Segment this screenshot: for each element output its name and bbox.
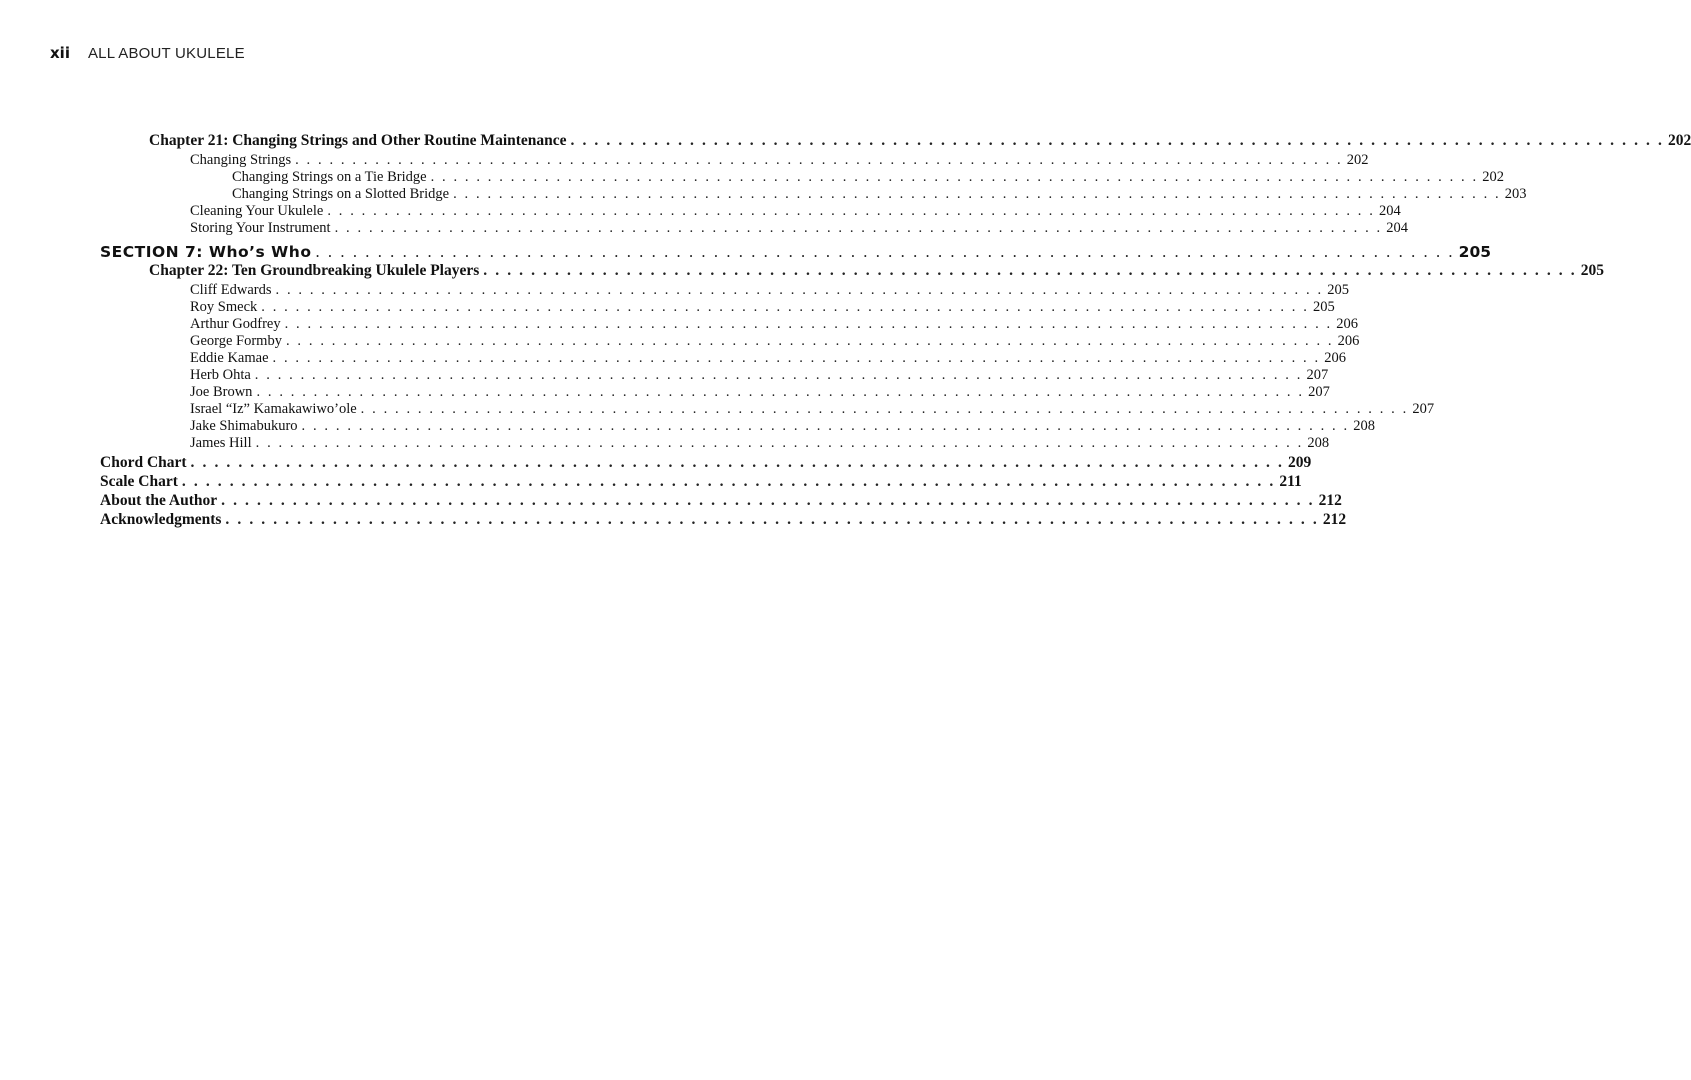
toc-section-entry[interactable] — [100, 242, 1492, 262]
toc-subsection-entry[interactable] — [190, 435, 1330, 452]
toc-backmatter-entry[interactable] — [100, 454, 1312, 472]
toc-entry-page: 212 — [1318, 492, 1342, 509]
toc-entry-title: SECTION 7: Who’s Who — [100, 243, 312, 261]
toc-subsection-entry[interactable] — [190, 316, 1359, 333]
toc-entry-title: Cliff Edwards — [190, 282, 272, 298]
dot-leader: . . . . . . . . . . . . . . . . . . . . . . . . . . . . . . . . . . . . . . . . . . . . . . . . . . . . . . . . . . . . . . . . . . . . . . . . . . . . . . . . . . . . . . . . . . . . — [181, 473, 1276, 490]
toc-entry-title: Cleaning Your Ukulele — [190, 203, 324, 219]
dot-leader: . . . . . . . . . . . . . . . . . . . . . . . . . . . . . . . . . . . . . . . . . . . . . . . . . . . . . . . . . . . . . . . . . . . . . . . . . . . . . . . . . . . . . . . . . . . . — [284, 316, 1333, 332]
toc-subsection-entry[interactable] — [190, 203, 1401, 220]
toc-entry-title: Changing Strings on a Slotted Bridge — [232, 186, 450, 202]
dot-leader: . . . . . . . . . . . . . . . . . . . . . . . . . . . . . . . . . . . . . . . . . . . . . . . . . . . . . . . . . . . . . . . . . . . . . . . . . . . . . . . . . . . . . . . . . . . . — [285, 333, 1334, 349]
toc-entry-page: 205 — [1580, 262, 1604, 279]
toc-subsubsection-entry[interactable] — [232, 186, 1527, 203]
toc-entry-page: 203 — [1504, 186, 1527, 202]
toc-entry-page: 207 — [1306, 367, 1329, 383]
dot-leader: . . . . . . . . . . . . . . . . . . . . . . . . . . . . . . . . . . . . . . . . . . . . . . . . . . . . . . . . . . . . . . . . . . . . . . . . . . . . . . . . . . . . . . . . . . . . — [453, 186, 1501, 202]
toc-subsection-entry[interactable] — [190, 152, 1369, 169]
dot-leader: . . . . . . . . . . . . . . . . . . . . . . . . . . . . . . . . . . . . . . . . . . . . . . . . . . . . . . . . . . . . . . . . . . . . . . . . . . . . . . . . . . . . . . . . . . . . — [275, 282, 1324, 298]
dot-leader: . . . . . . . . . . . . . . . . . . . . . . . . . . . . . . . . . . . . . . . . . . . . . . . . . . . . . . . . . . . . . . . . . . . . . . . . . . . . . . . . . . . . . . . . . . . . — [254, 367, 1303, 383]
toc-entry-title: George Formby — [190, 333, 282, 349]
toc-subsection-entry[interactable] — [190, 333, 1360, 350]
toc-entry-title: Chapter 21: Changing Strings and Other Routine Maintenance — [149, 132, 567, 149]
dot-leader: . . . . . . . . . . . . . . . . . . . . . . . . . . . . . . . . . . . . . . . . . . . . . . . . . . . . . . . . . . . . . . . . . . . . . . . . . . . . . . . . . . . . . . . . . . . . — [430, 169, 1479, 185]
toc-entry-title: Storing Your Instrument — [190, 220, 331, 236]
toc-entry-page: 202 — [1482, 169, 1504, 185]
dot-leader: . . . . . . . . . . . . . . . . . . . . . . . . . . . . . . . . . . . . . . . . . . . . . . . . . . . . . . . . . . . . . . . . . . . . . . . . . . . . . . . . . . . . . . . . . . . . — [272, 350, 1321, 366]
toc-entry-page: 208 — [1353, 418, 1375, 434]
dot-leader: . . . . . . . . . . . . . . . . . . . . . . . . . . . . . . . . . . . . . . . . . . . . . . . . . . . . . . . . . . . . . . . . . . . . . . . . . . . . . . . . . . . . . . . . . . . . — [295, 152, 1343, 168]
dot-leader: . . . . . . . . . . . . . . . . . . . . . . . . . . . . . . . . . . . . . . . . . . . . . . . . . . . . . . . . . . . . . . . . . . . . . . . . . . . . . . . . . . . . . . . . . . . . — [190, 454, 1284, 471]
book-title: ALL ABOUT UKULELE — [87, 45, 245, 62]
toc-subsection-entry[interactable] — [190, 220, 1409, 237]
toc-entry-title: Joe Brown — [190, 384, 253, 400]
toc-entry-page: 204 — [1379, 203, 1401, 219]
toc-subsubsection-entry[interactable] — [232, 169, 1504, 186]
toc-chapter-entry[interactable] — [149, 132, 1691, 150]
toc-subsection-entry[interactable] — [190, 350, 1346, 367]
toc-entry-title: Changing Strings — [190, 152, 292, 168]
toc-entry-title: Scale Chart — [100, 473, 178, 490]
toc-entry-title: Arthur Godfrey — [190, 316, 281, 332]
dot-leader: . . . . . . . . . . . . . . . . . . . . . . . . . . . . . . . . . . . . . . . . . . . . . . . . . . . . . . . . . . . . . . . . . . . . . . . . . . . . . . . . . . . . . . . . . . . . — [483, 262, 1577, 279]
toc-entry-title: James Hill — [190, 435, 252, 451]
toc-entry-title: About the Author — [100, 492, 218, 509]
toc-entry-page: 205 — [1458, 243, 1492, 261]
toc-entry-title: Jake Shimabukuro — [190, 418, 298, 434]
dot-leader: . . . . . . . . . . . . . . . . . . . . . . . . . . . . . . . . . . . . . . . . . . . . . . . . . . . . . . . . . . . . . . . . . . . . . . . . . . . . . . . . . . . . . . . . . . . . — [334, 220, 1383, 236]
toc-entry-page: 206 — [1337, 333, 1360, 349]
toc-entry-page: 202 — [1346, 152, 1369, 168]
dot-leader: . . . . . . . . . . . . . . . . . . . . . . . . . . . . . . . . . . . . . . . . . . . . . . . . . . . . . . . . . . . . . . . . . . . . . . . . . . . . . . . . . . . . . . . . . . . . — [256, 384, 1305, 400]
running-header — [50, 44, 245, 66]
toc-chapter-entry[interactable] — [149, 262, 1604, 280]
toc-subsection-entry[interactable] — [190, 367, 1329, 384]
dot-leader: . . . . . . . . . . . . . . . . . . . . . . . . . . . . . . . . . . . . . . . . . . . . . . . . . . . . . . . . . . . . . . . . . . . . . . . . . . . . . . . . . . . . . . . . . . . . — [570, 132, 1664, 149]
toc-backmatter-entry[interactable] — [100, 511, 1347, 529]
dot-leader: . . . . . . . . . . . . . . . . . . . . . . . . . . . . . . . . . . . . . . . . . . . . . . . . . . . . . . . . . . . . . . . . . . . . . . . . . . . . . . . . . . . . . . . . . . . . — [225, 511, 1319, 528]
toc-entry-page: 206 — [1336, 316, 1359, 332]
toc-entry-title: Israel “Iz” Kamakawiwo’ole — [190, 401, 357, 417]
dot-leader: . . . . . . . . . . . . . . . . . . . . . . . . . . . . . . . . . . . . . . . . . . . . . . . . . . . . . . . . . . . . . . . . . . . . . . . . . . . . . . . . . . . . . . . . . . . . — [301, 418, 1350, 434]
dot-leader: . . . . . . . . . . . . . . . . . . . . . . . . . . . . . . . . . . . . . . . . . . . . . . . . . . . . . . . . . . . . . . . . . . . . . . . . . . . . . . . . . . . . . . . . . . . . — [327, 203, 1375, 219]
dot-leader: . . . . . . . . . . . . . . . . . . . . . . . . . . . . . . . . . . . . . . . . . . . . . . . . . . . . . . . . . . . . . . . . . . . . . . . . . . . . . . . . . . . . . . . . . . . . — [360, 401, 1409, 417]
toc-entry-title: Acknowledgments — [100, 511, 222, 528]
toc-entry-page: 205 — [1327, 282, 1349, 298]
dot-leader: . . . . . . . . . . . . . . . . . . . . . . . . . . . . . . . . . . . . . . . . . . . . . . . . . . . . . . . . . . . . . . . . . . . . . . . . . . . . . . . . . . . . . . . . . . . . — [261, 299, 1309, 315]
toc-entry-title: Changing Strings on a Tie Bridge — [232, 169, 427, 185]
toc-entry-title: Roy Smeck — [190, 299, 258, 315]
dot-leader: . . . . . . . . . . . . . . . . . . . . . . . . . . . . . . . . . . . . . . . . . . . . . . . . . . . . . . . . . . . . . . . . . . . . . . . . . . . . . . . . . . . . . . . . . . . . — [255, 435, 1304, 451]
toc-backmatter-entry[interactable] — [100, 473, 1302, 491]
toc-backmatter-entry[interactable] — [100, 492, 1342, 510]
dot-leader: . . . . . . . . . . . . . . . . . . . . . . . . . . . . . . . . . . . . . . . . . . . . . . . . . . . . . . . . . . . . . . . . . . . . . . . . . . . . . . . . . . . . . . . . . . . . — [221, 492, 1315, 509]
toc-entry-page: 207 — [1308, 384, 1330, 400]
toc-entry-page: 212 — [1322, 511, 1347, 528]
toc-subsection-entry[interactable] — [190, 299, 1335, 316]
toc-subsection-entry[interactable] — [190, 401, 1435, 418]
toc-entry-page: 202 — [1667, 132, 1691, 149]
toc-subsection-entry[interactable] — [190, 282, 1349, 299]
toc-entry-page: 207 — [1412, 401, 1435, 417]
toc-entry-title: Chord Chart — [100, 454, 187, 471]
toc-entry-page: 205 — [1312, 299, 1335, 315]
toc-entry-title: Chapter 22: Ten Groundbreaking Ukulele Players — [149, 262, 480, 279]
toc-subsection-entry[interactable] — [190, 418, 1375, 435]
toc-entry-page: 206 — [1324, 350, 1346, 366]
toc-entry-title: Herb Ohta — [190, 367, 251, 383]
toc-subsection-entry[interactable] — [190, 384, 1330, 401]
toc-entry-page: 204 — [1386, 220, 1409, 236]
toc-entry-page: 208 — [1307, 435, 1330, 451]
page-number: xii — [50, 44, 70, 62]
toc-entry-page: 211 — [1279, 473, 1302, 490]
dot-leader: . . . . . . . . . . . . . . . . . . . . . . . . . . . . . . . . . . . . . . . . . . . . . . . . . . . . . . . . . . . . . . . . . . . . . . . . . . . . . . . . . . . . . . . . . . . . — [315, 242, 1455, 261]
toc-entry-page: 209 — [1287, 454, 1312, 471]
toc-entry-title: Eddie Kamae — [190, 350, 269, 366]
